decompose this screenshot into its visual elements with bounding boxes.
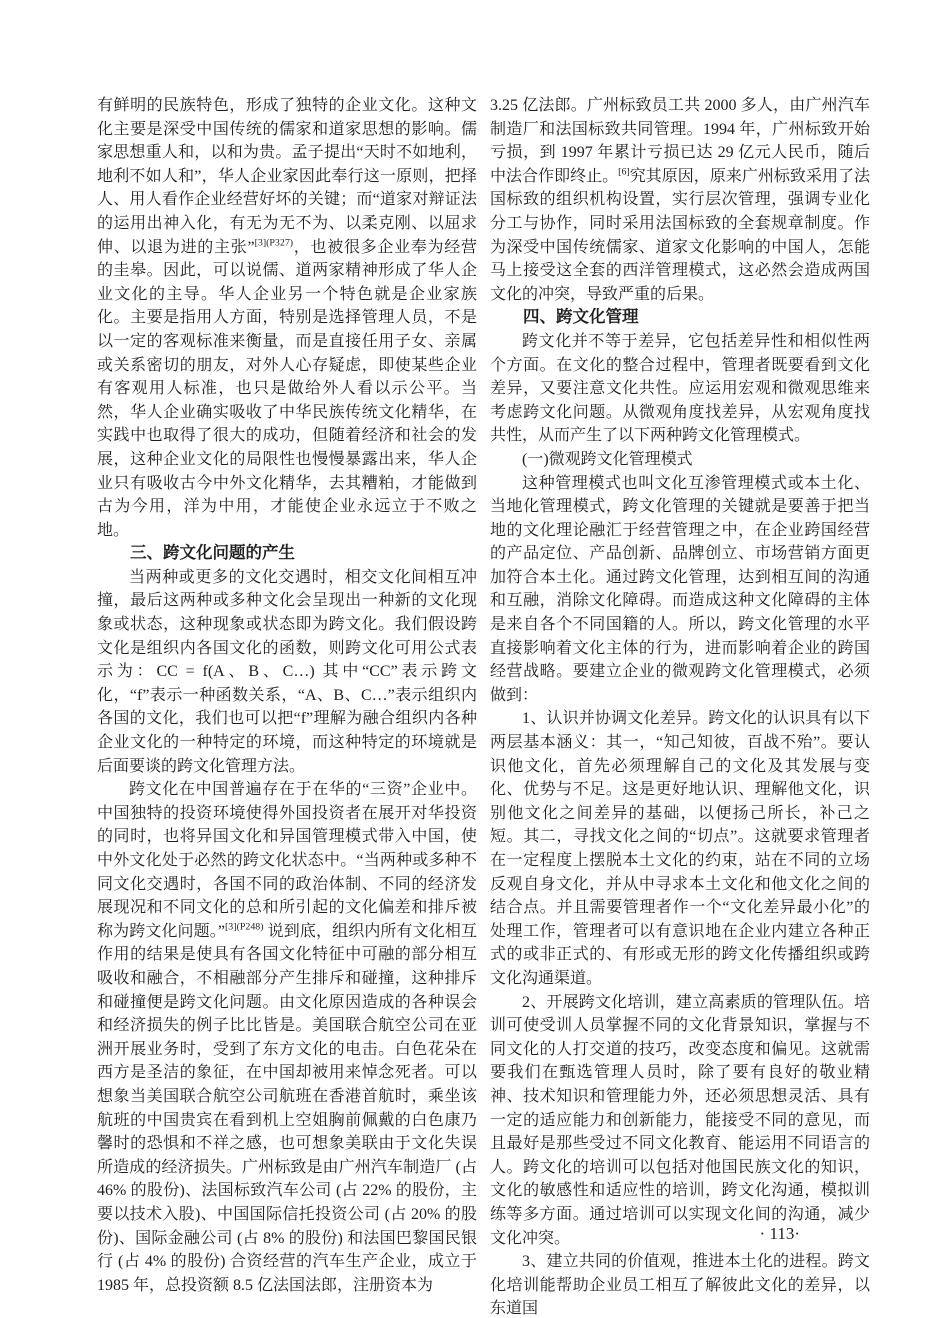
text-columns bbox=[97, 94, 870, 1318]
paragraph: 3、建立共同的价值观，推进本土化的进程。跨文化培训能帮助企业员工相互了解彼此文化的差异，以东道国 bbox=[490, 1253, 870, 1318]
section-heading-4: 四、跨文化管理 bbox=[523, 308, 639, 327]
paragraph: 2、开展跨文化培训，建立高素质的管理队伍。培训可使受训人员掌握不同的文化背景知识，掌握与不同文化的人打交道的技巧，改变态度和偏见。这就需要我们在甄选管理人员时，除了要有良好的敬业精神、技术知识和管理能力外，还必须思想灵活、具有一定的适应能力和创新能力，能接受不同的意见，而且最好是那些受过不同文化教育、能运用不同语言的人。跨文化的培训可以包括对他国民族文化的知识，文化的敏感性和适应性的培训，跨文化沟通，模拟训练等多方面。通过培训可以实现文化间的沟通，减少文化冲突。 bbox=[490, 993, 870, 1247]
paragraph: 当两种或更多的文化交遇时，相交文化间相互冲撞，最后这两种或多种文化会呈现出一种新的文化现象或状态，这种现象或状态即为跨文化。我们假设跨文化是组织内各国文化的函数，则跨文化可用公式表示为：CC = f(A、B、C…) 其中“CC”表示跨文化，“f”表示一种函数关系，“A、B、C…”表示组织内各国的文化，我们也可以把“f”理解为融合组织内各种企业文化的一种特定的环境，而这种特定的环境就是后面要谈的跨文化管理方法。 bbox=[97, 568, 477, 775]
paragraph-continuation: 3.25 亿法郎。广州标致员工共 2000 多人，由广州汽车制造厂和法国标致共同管理。1994 年，广州标致开始亏损，到 1997 年累计亏损已达 29 亿元人民币，随后中法合作即终止。[6]究其原因，原来广州标致采用了法国标致的组织机构设置，实行层次管理，强调专业化分工与协作，同时采用法国标致的全套规章制度。作为深受中国传统儒家、道家文化影响的中国人，怎能马上接受这全套的西洋管理模式，这必然会造成两国文化的冲突，导致严重的后果。 bbox=[490, 97, 870, 303]
paragraph: 跨文化并不等于差异，它包括差异性和相似性两个方面。在文化的整合过程中，管理者既要看到文化差异，又要注意文化共性。应运用宏观和微观思维来考虑跨文化问题。从微观角度找差异，从宏观角度找共性，从而产生了以下两种跨文化管理模式。 bbox=[490, 332, 870, 445]
text-column-left bbox=[97, 94, 477, 1318]
subsection-heading: (一)微观跨文化管理模式 bbox=[522, 450, 693, 468]
paragraph-continuation: 有鲜明的民族特色，形成了独特的企业文化。这种文化主要是深受中国传统的儒家和道家思想的影响。儒家思想重人和，以和为贵。孟子提出“天时不如地利，地利不如人和”，华人企业家因此奉行这一原则，把择人、用人看作企业经营好坏的关键；而“道家对辩证法的运用出神入化，有无为无不为、以柔克刚、以屈求伸、以退为进的主张”$^{[3](P327)}$，也被很多企业奉为经营的圭皋。因此，可以说儒、道两家精神形成了华人企业文化的主导。华人企业另一个特色就是企业家族化。主要是指用人方面，特别是选择管理人员，不是以一定的客观标准来衡量，而是直接任用子女、亲属或关系密切的朋友，对外人心存疑虑，即使某些企业有客观用人标准，也只是做给外人看以示公平。当然，华人企业确实吸收了中华民族传统文化精华，在实践中也取得了很大的成功，但随着经济和社会的发展，这种企业文化的局限性也慢慢暴露出来，华人企业只有吸收古今中外文化精华，去其糟粕，才能做到古为今用，洋为中用，才能使企业永远立于不败之地。 bbox=[97, 97, 477, 539]
paragraph: 这种管理模式也叫文化互渗管理模式或本土化、当地化管理模式，跨文化管理的关键就是要善于把当地的文化理论融汇于经营管理之中，在企业跨国经营的产品定位、产品创新、品牌创立、市场营销方面更加符合本土化。通过跨文化管理，达到相互间的沟通和互融，消除文化障碍。而造成这种文化障碍的主体是来自各个不同国籍的人。所以，跨文化管理的水平直接影响着文化主体的行为，进而影响着企业的跨国经营战略。要建立企业的微观跨文化管理模式，必须做到： bbox=[490, 474, 870, 704]
paragraph: 跨文化在中国普遍存在于在华的“三资”企业中。中国独特的投资环境使得外国投资者在展开对华投资的同时，也将异国文化和异国管理模式带入中国，使中外文化处于必然的跨文化状态中。“当两种或多种不同文化交遇时，各国不同的政治体制、不同的经济发展现况和不同文化的总和所引起的文化偏差和排斥被称为跨文化问题。”$^{[3](P248)}$ 说到底，组织内所有文化相互作用的结果是使具有各国文化特征中可融的部分相互吸收和融合，不相融部分产生排斥和碰撞，这种排斥和碰撞便是跨文化问题。由文化原因造成的各种误会和经济损失的例子比比皆是。美国联合航空公司在亚洲开展业务时，受到了东方文化的电击。白色花朵在西方是圣洁的象征，在中国却被用来悼念死者。可以想象当美国联合航空公司航班在香港首航时，乘坐该航班的中国贵宾在看到机上空姐胸前佩戴的白色康乃馨时的恐惧和不祥之感，也可想象美联由于文化失误所造成的经济损失。广州标致是由广州汽车制造厂 (占 46% 的股份)、法国标致汽车公司 (占 22% 的股份，主要以技术入股)、中国国际信托投资公司 (占 20% 的股份)、国际金融公司 (占 8% 的股份) 和法国巴黎国民银行 (占 4% 的股份) 合资经营的汽车生产企业，成立于 1985 年，总投资额 8.5 亿法国法郎，注册资本为 bbox=[97, 781, 477, 1294]
text-column-right bbox=[490, 94, 870, 1318]
page-number: · 113· bbox=[759, 1224, 800, 1243]
section-heading-3: 三、跨文化问题的产生 bbox=[130, 544, 295, 563]
paragraph: 1、认识并协调文化差异。跨文化的认识具有以下两层基本涵义：其一，“知己知彼，百战不殆”。要认识他文化，首先必须理解自己的文化及其发展与变化、优势与不足。这是更好地认识、理解他文化，识别他文化之间差异的基础，以便扬己所长，补己之短。其二，寻找文化之间的“切点”。这就要求管理者在一定程度上摆脱本土文化的约束，站在不同的立场反观自身文化，并从中寻求本土文化和他文化之间的结合点。并且需要管理者作一个“文化差异最小化”的处理工作，管理者可以有意识地在企业内建立各种正式的或非正式的、有形或无形的跨文化传播组织或跨文化沟通渠道。 bbox=[490, 710, 870, 987]
